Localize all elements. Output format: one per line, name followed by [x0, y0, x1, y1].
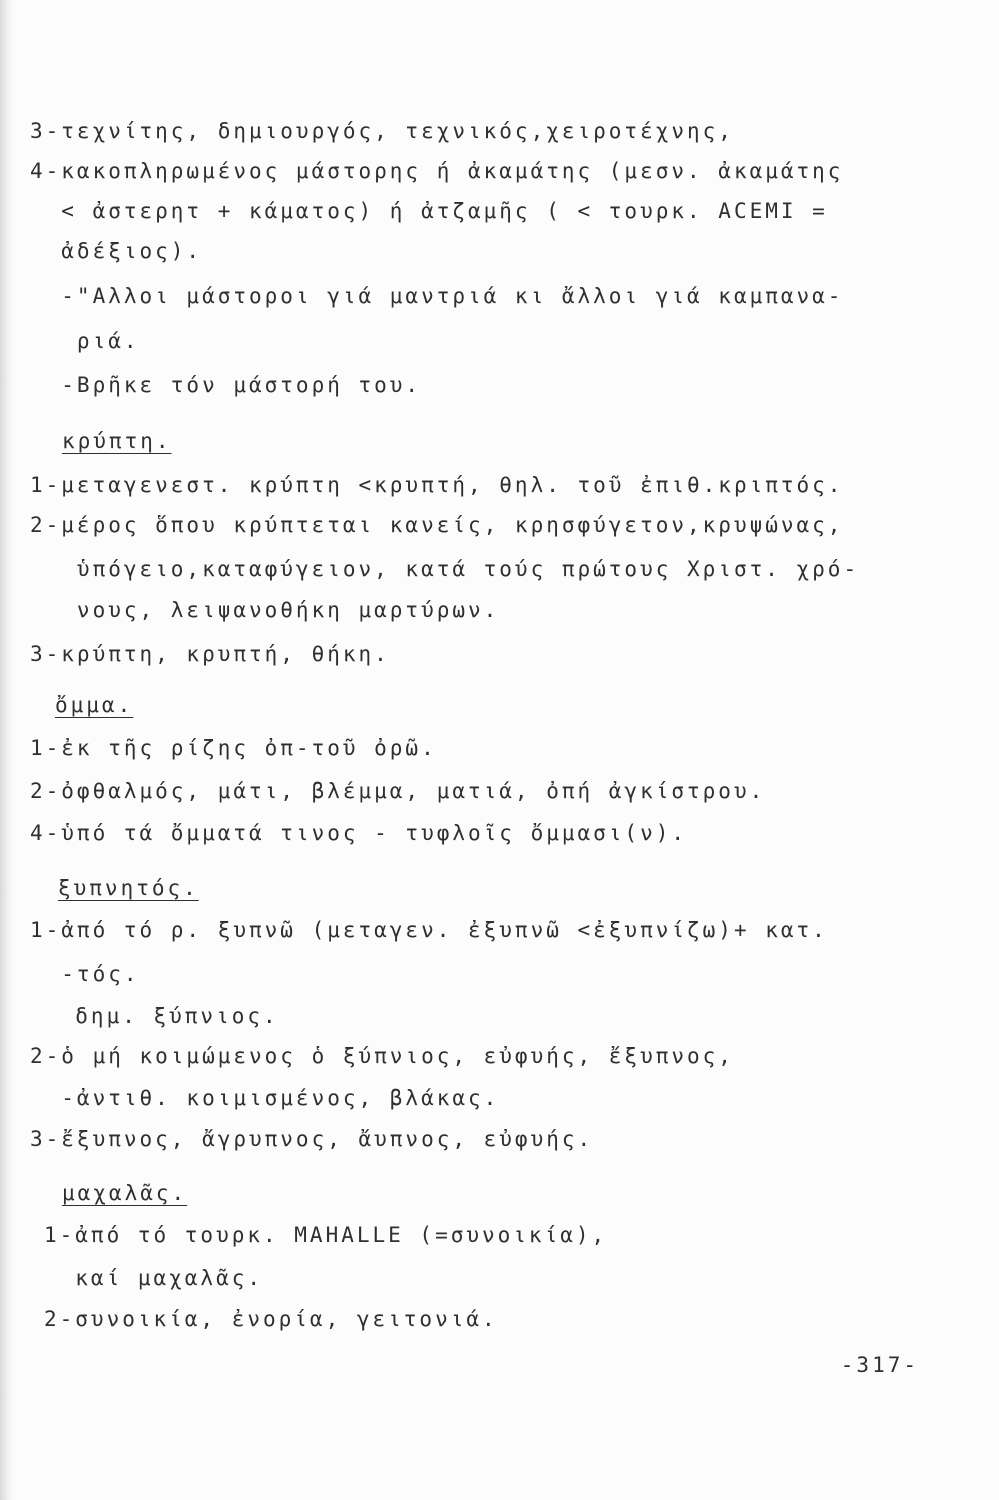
entry-heading: ὄμμα. [55, 693, 134, 717]
page-number: -317- [840, 1353, 919, 1377]
entry-line: 1-μεταγενεστ. κρύπτη <κρυπτή, θηλ. τοῦ ἐπιθ.κριπτός. [30, 473, 844, 497]
entry-line: 4-κακοπληρωμένος μάστορης ή ἀκαμάτης (μεσν. ἀκαμάτης [30, 159, 844, 183]
page-binding-shadow [0, 0, 14, 1500]
entry-line: 4-ὑπό τά ὄμματά τινος - τυφλοῖς ὄμμασι(ν). [30, 821, 688, 845]
entry-line: ὑπόγειο,καταφύγειον, κατά τούς πρώτους Χριστ. χρό- [30, 557, 860, 581]
entry-line: 2-μέρος ὅπου κρύπτεται κανείς, κρησφύγετον,κρυψώνας, [30, 513, 844, 537]
entry-line: καί μαχαλᾶς. [44, 1266, 264, 1290]
entry-line: 3-κρύπτη, κρυπτή, θήκη. [30, 642, 390, 666]
entry-line: -ἀντιθ. κοιμισμένος, βλάκας. [30, 1086, 500, 1110]
entry-line: ριά. [30, 329, 140, 353]
entry-line: δημ. ξύπνιος. [44, 1004, 279, 1028]
entry-line: -τός. [30, 962, 140, 986]
entry-line: ἀδέξιος). [30, 239, 203, 263]
entry-line: 3-τεχνίτης, δημιουργός, τεχνικός,χειροτέχνης, [30, 119, 734, 143]
entry-line: νους, λειψανοθήκη μαρτύρων. [30, 598, 500, 622]
entry-line: 2-ὀφθαλμός, μάτι, βλέμμα, ματιά, ὀπή ἀγκίστρου. [30, 779, 766, 803]
entry-line: 2-συνοικία, ἐνορία, γειτονιά. [44, 1307, 498, 1331]
entry-line: < ἀστερητ + κάματος) ή ἀτζαμῆς ( < τουρκ. ACEMI = [30, 199, 828, 223]
entry-line: 1-ἀπό τό ρ. ξυπνῶ (μεταγεν. ἐξυπνῶ <ἐξυπνίζω)+ κατ. [30, 918, 828, 942]
entry-line: -Βρῆκε τόν μάστορή του. [30, 373, 422, 397]
entry-line: -"Αλλοι μάστοροι γιά μαντριά κι ἄλλοι γιά καμπανα- [30, 284, 844, 308]
entry-heading: ξυπνητός. [58, 876, 199, 900]
entry-line: 1-ἀπό τό τουρκ. MAHALLE (=συνοικία), [44, 1223, 608, 1247]
entry-line: 3-ἔξυπνος, ἄγρυπνος, ἄυπνος, εὐφυής. [30, 1127, 594, 1151]
entry-heading: κρύπτη. [62, 429, 172, 453]
entry-line: 2-ὁ μή κοιμώμενος ὁ ξύπνιος, εὐφυής, ἔξυπνος, [30, 1044, 734, 1068]
entry-heading: μαχαλᾶς. [62, 1181, 188, 1205]
entry-line: 1-ἐκ τῆς ρίζης ὀπ-τοῦ ὀρῶ. [30, 736, 437, 760]
